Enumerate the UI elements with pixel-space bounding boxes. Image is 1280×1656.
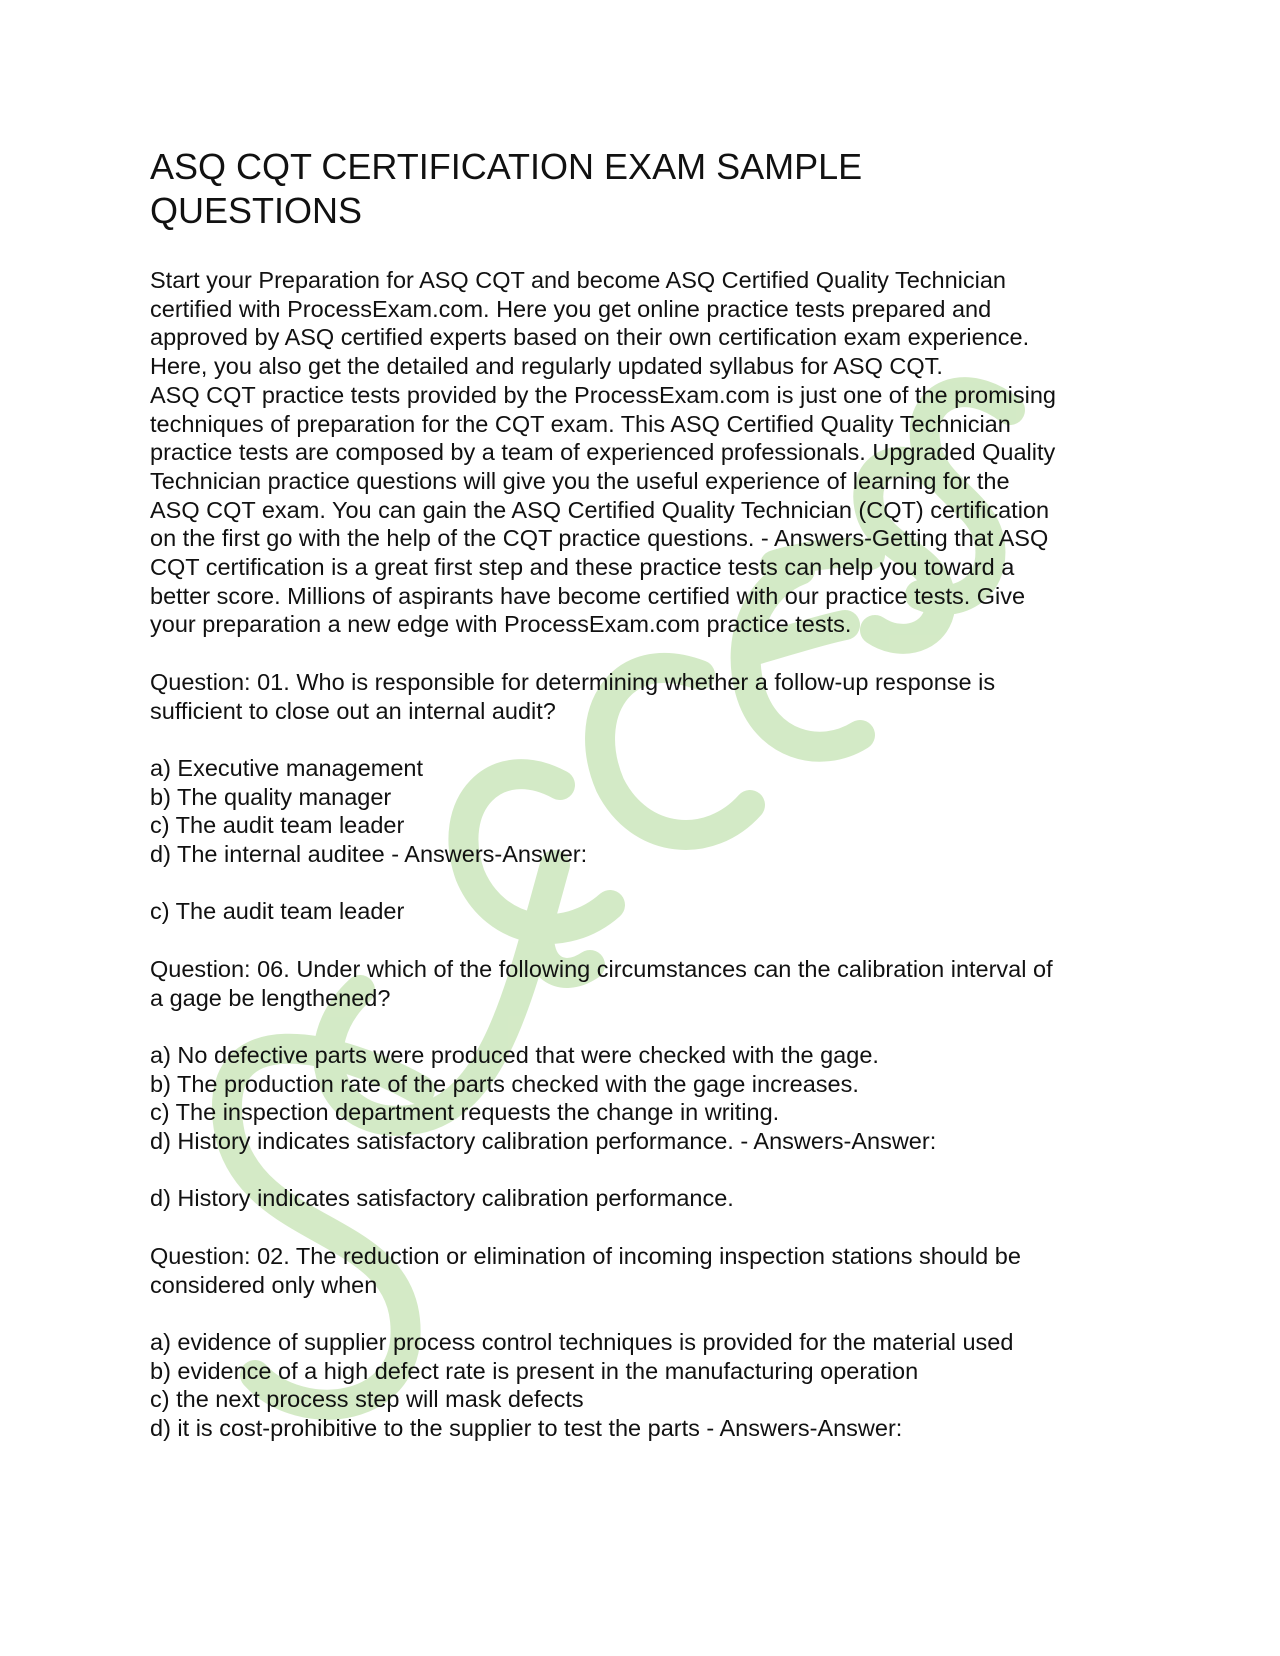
intro-line: practice tests are composed by a team of experienced professionals. Upgraded Quality (150, 439, 1056, 466)
intro-line: certified with ProcessExam.com. Here you get online practice tests prepared and (150, 295, 992, 322)
title-line: QUESTIONS (150, 190, 363, 231)
paragraph-gap (150, 639, 1150, 668)
paragraph-gap (150, 869, 1150, 898)
answer-option: a) No defective parts were produced that were checked with the gage. (150, 1041, 879, 1068)
answer-option: d) it is cost-prohibitive to the supplier to test the parts - Answers-Answer: (150, 1415, 903, 1441)
correct-answer: c) The audit team leader (150, 898, 405, 925)
intro-line: Start your Preparation for ASQ CQT and become ASQ Certified Quality Technician (150, 267, 1006, 293)
intro-paragraph (150, 266, 1150, 1443)
paragraph-gap (150, 1012, 1150, 1041)
question-text: Question: 06. Under which of the following circumstances can the calibration interval of (150, 955, 1053, 982)
answer-option: a) evidence of supplier process control techniques is provided for the material used (150, 1328, 1014, 1355)
paragraph-gap (150, 725, 1150, 754)
answer-option: d) History indicates satisfactory calibration performance. - Answers-Answer: (150, 1128, 937, 1155)
question-block (150, 955, 1150, 1213)
intro-line: better score. Millions of aspirants have become certified with our practice tests. Give (150, 582, 1026, 609)
answer-option: b) evidence of a high defect rate is present in the manufacturing operation (150, 1357, 919, 1384)
answer-option: c) The inspection department requests the change in writing. (150, 1099, 780, 1126)
answer-option: b) The quality manager (150, 783, 392, 810)
question-block (150, 1242, 1150, 1443)
answer-option: c) The audit team leader (150, 812, 405, 839)
answer-option: d) The internal auditee - Answers-Answer: (150, 841, 588, 868)
intro-line: your preparation a new edge with ProcessExam.com practice tests. (150, 611, 852, 638)
document-title (150, 145, 1150, 233)
answer-option: a) Executive management (150, 754, 424, 781)
question-text: considered only when (150, 1271, 378, 1298)
intro-line: techniques of preparation for the CQT exam. This ASQ Certified Quality Technician (150, 410, 1011, 437)
intro-line: ASQ CQT exam. You can gain the ASQ Certified Quality Technician (CQT) certification (150, 496, 1050, 523)
paragraph-gap (150, 1213, 1150, 1242)
correct-answer: d) History indicates satisfactory calibration performance. (150, 1185, 734, 1212)
paragraph-gap (150, 1156, 1150, 1185)
intro-line: CQT certification is a great first step and these practice tests can help you toward a (150, 554, 1015, 581)
question-text: Question: 01. Who is responsible for determining whether a follow-up response is (150, 668, 996, 695)
intro-line: Here, you also get the detailed and regularly updated syllabus for ASQ CQT. (150, 353, 943, 380)
question-text: a gage be lengthened? (150, 984, 391, 1011)
question-text: sufficient to close out an internal audit? (150, 697, 556, 724)
title-line: ASQ CQT CERTIFICATION EXAM SAMPLE (150, 146, 863, 187)
intro-line: Technician practice questions will give you the useful experience of learning for the (150, 467, 1010, 494)
paragraph-gap (150, 1299, 1150, 1328)
answer-option: b) The production rate of the parts checked with the gage increases. (150, 1070, 859, 1097)
intro-line: ASQ CQT practice tests provided by the ProcessExam.com is just one of the promising (150, 381, 1057, 408)
question-text: Question: 02. The reduction or elimination of incoming inspection stations should be (150, 1242, 1021, 1269)
intro-line: on the first go with the help of the CQT practice questions. - Answers-Getting that ASQ (150, 525, 1049, 552)
paragraph-gap (150, 926, 1150, 955)
document-content (150, 145, 1150, 1443)
intro-line: approved by ASQ certified experts based on their own certification exam experience. (150, 324, 1030, 351)
question-block (150, 668, 1150, 926)
answer-option: c) the next process step will mask defects (150, 1386, 584, 1413)
